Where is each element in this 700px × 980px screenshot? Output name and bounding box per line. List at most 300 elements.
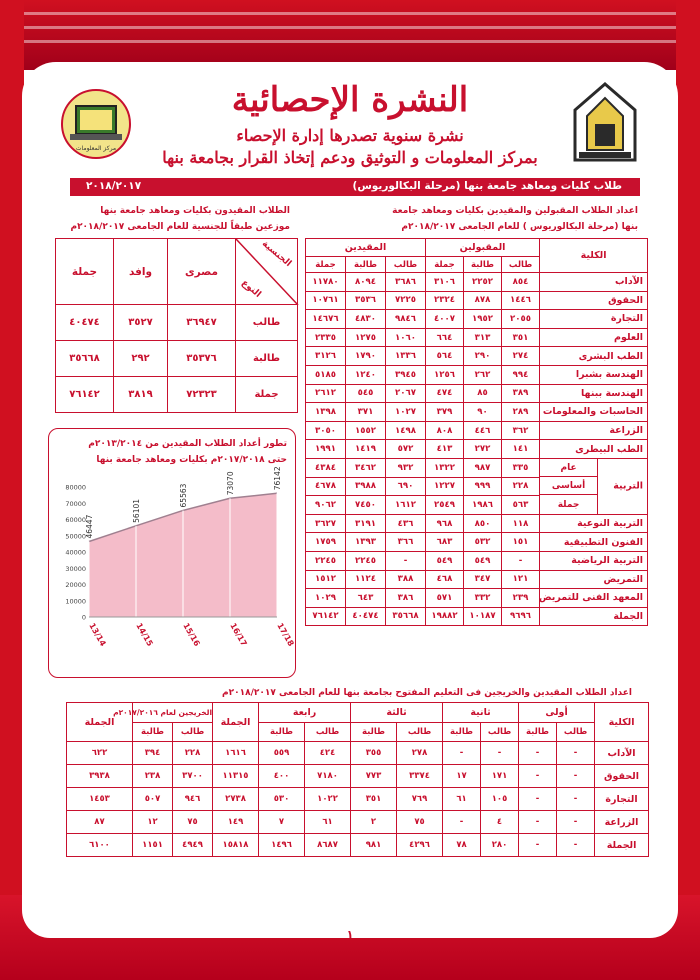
cell: - [502,551,540,570]
page-number: ١ [346,928,354,941]
cell: ٤٨٣٠ [346,310,386,329]
cell: ٩٦٩٦ [502,607,540,626]
cell: ٦٢٢ [67,742,133,765]
cell: ١٧ [443,765,481,788]
cell: ٤٠٠ [259,765,305,788]
cell: ٤٩٤٩ [173,834,213,857]
cell: ٣٦٩٤٧ [168,305,236,341]
cell: ٧٢٢٥ [386,291,426,310]
row-label: الآداب [540,273,648,292]
table-row [306,310,648,329]
cell: ١١٢٤ [346,570,386,589]
cell: ١١٧٨٠ [306,273,346,292]
cell: ٦٩٠ [386,477,426,496]
cell: ١٠٥ [481,788,519,811]
cell: ١٢١ [502,570,540,589]
data-label: 56101 [132,498,141,523]
cell: ٣٣٧٤ [397,765,443,788]
sub-female: طالبة [351,723,397,742]
sub-male: طالب [481,723,519,742]
left-border [0,0,24,980]
chart-box [48,428,296,678]
row-label: الحقوق [540,291,648,310]
table-row [306,291,648,310]
cell: ٤٠٤٧٤ [346,607,386,626]
row-label: الزراعة [595,811,649,834]
cell: ٢٦٢ [464,365,502,384]
cell: ١٩٨٨٢ [426,607,464,626]
cell: ٩٠ [464,403,502,422]
cell: ٧٦١٤٢ [306,607,346,626]
row-label: الجملة [595,834,649,857]
info-center-logo-icon [60,88,132,160]
cell: - [443,811,481,834]
cell: ٢٥٤٩ [426,496,464,515]
edu-sub-label: عام [540,459,597,477]
cell: ١٠٢٩ [306,589,346,608]
cell: ٣٨٦ [386,589,426,608]
cell: ٤ [481,811,519,834]
cell: - [519,834,557,857]
cell: ٤٣٦ [386,514,426,533]
x-tick-label: 13/14 [87,621,108,648]
cell: ٨٧ [67,811,133,834]
cell: - [557,765,595,788]
cell: ٢٢٤٥ [346,551,386,570]
y-tick-label: 0 [81,613,86,622]
col-fourth: رابعة [259,703,351,723]
cell: ٢٢٥٢ [464,273,502,292]
cell: ٢٠٥٥ [502,310,540,329]
cell: ١٠٢٧ [386,403,426,422]
top-border [0,0,700,70]
cell: ١٢٧٥ [346,328,386,347]
cell: ١٥٨١٨ [213,834,259,857]
table-row [67,834,649,857]
cell: ٧٧٣ [351,765,397,788]
cell: ٣٧٠٠ [173,765,213,788]
table-row [56,377,298,413]
header-line-2: بمركز المعلومات و التوثيق ودعم إتخاذ القرار بجامعة بنها [162,148,538,167]
cell: ٩٩٤ [502,365,540,384]
table-row [306,403,648,422]
cell: ١٢ [133,811,173,834]
cell: ٥٣٠ [259,788,305,811]
cell: ١٢٢٧ [426,477,464,496]
cell: ٥٤٥ [346,384,386,403]
col-grads-total: الجملة [67,703,133,742]
band-year: ٢٠١٨/٢٠١٧ [86,180,142,192]
chart-title-2: حتى ٢٠١٧/٢٠١٨م بكليات ومعاهد جامعة بنها [96,455,287,465]
table-row [56,305,298,341]
cell: ٣٩٣٨ [67,765,133,788]
cell: ٣٤٦٢ [346,458,386,477]
cell: ٤٣٨٤ [306,458,346,477]
data-label: 46447 [85,514,94,539]
cell: ٤١٣ [426,440,464,459]
sub-female: طالبة [346,257,386,273]
cell: ١٠٦٠ [386,328,426,347]
cell: - [519,742,557,765]
cell: ٣١٢٦ [306,347,346,366]
cell: ٨٥٤ [502,273,540,292]
cell: ٢٣٣٥ [306,328,346,347]
cell: ٨٥ [464,384,502,403]
cell: ٢٣٩ [502,589,540,608]
table-row [306,551,648,570]
cell: ٥٥٩ [259,742,305,765]
edu-sub-label: أساسى [540,477,597,495]
cell: - [481,742,519,765]
row-label: جملة [236,377,298,413]
table-row [67,765,649,788]
cell: ٥٧٢ [386,440,426,459]
cell: ٣٨٨ [386,570,426,589]
open-education-table [66,702,649,857]
cell: ٩٠٦٢ [306,496,346,515]
cell: ٣٦٢٧ [306,514,346,533]
x-tick-label: 17/18 [275,621,296,648]
table-row [306,273,648,292]
cell: ٧٤٥٠ [346,496,386,515]
cell: ٤٢٩٦ [397,834,443,857]
cell: ١٠٧٦١ [306,291,346,310]
cell: ٧٦١٤٢ [56,377,114,413]
cell: ٥١٨٥ [306,365,346,384]
y-tick-label: 40000 [65,548,86,557]
cell: ٤٦٨ [426,570,464,589]
cell: ٣٨٩ [502,384,540,403]
cell: ٢٧٣٨ [213,788,259,811]
table-row [67,811,649,834]
cell: ٣٤٧ [464,570,502,589]
y-tick-label: 80000 [65,483,86,492]
cell: ٢٧٨ [397,742,443,765]
cell: ٢٩٠ [464,347,502,366]
row-label: الطب البيطرى [540,440,648,459]
cell: ٣٨١٩ [114,377,168,413]
col-egyptian: مصرى [168,239,236,305]
cell: ٢٢٤٥ [306,551,346,570]
cell: ٣١٠٦ [426,273,464,292]
data-label: 65563 [179,483,188,508]
cell: ٥٠٧ [133,788,173,811]
col-college: الكلية [595,703,649,742]
table3-caption: اعداد الطلاب المقيدين والخريجين فى التعليم المفتوح بجامعة بنها للعام الجامعى ٢٠١٨/٢٠١٧م [222,688,632,698]
cell: ٩٩٩ [464,477,502,496]
table-row [306,328,648,347]
table-row [306,384,648,403]
x-tick-label: 16/17 [228,621,249,648]
table-row [67,742,649,765]
row-label: الفنون التطبيقية [540,533,648,552]
sub-female: طالبة [259,723,305,742]
col-first: أولى [519,703,595,723]
cell: ٧٦٩ [397,788,443,811]
cell: ٤٠٤٧٤ [56,305,114,341]
table-row [306,589,648,608]
cell: ٣٩٤ [133,742,173,765]
cell: ٢٩٢ [114,341,168,377]
sub-female: طالبة [519,723,557,742]
cell: ١٩٥٢ [464,310,502,329]
cell: ٣٥٢٧ [114,305,168,341]
cell: ١٥١٢ [306,570,346,589]
cell: ٧١٨٠ [305,765,351,788]
cell: ١٣٩٨ [306,403,346,422]
sub-male: طالب [386,257,426,273]
row-label: المعهد الفنى للتمريض [540,589,648,608]
cell: ٨٥٠ [464,514,502,533]
cell: ٥٦٣ [502,496,540,515]
row-label: الطب البشرى [540,347,648,366]
x-tick-label: 14/15 [134,621,155,648]
table2-caption-1: الطلاب المقيدون بكليات ومعاهد جامعة بنها [100,206,290,216]
col-admitted: المقبولين [426,239,540,257]
row-label: التربية الرياضية [540,551,648,570]
cell: ٦١ [305,811,351,834]
cell: ٦١ [443,788,481,811]
row-label: العلوم [540,328,648,347]
cell: ٢٦١٢ [306,384,346,403]
cell: ٣٩٨٨ [346,477,386,496]
cell: ١٧٥٩ [306,533,346,552]
y-tick-label: 60000 [65,516,86,524]
cell: ٢٧٢ [464,440,502,459]
cell: ٥٧١ [426,589,464,608]
sub-total: جملة [306,257,346,273]
table1-caption-2: بنها (مرحلة البكالوريوس ) للعام الجامعى ٢٠١٨/٢٠١٧م [401,222,638,232]
cell: ١٥٥٢ [346,421,386,440]
cell: ٨٦٨٧ [305,834,351,857]
row-label: الهندسة بشبرا [540,365,648,384]
cell: ١٤١ [502,440,540,459]
grads-sub-male: طالب [173,723,213,742]
grads-sub-female: طالبة [133,723,173,742]
cell: ٥٣٢ [464,533,502,552]
cell: ٣٥٦٦٨ [386,607,426,626]
cell: - [557,742,595,765]
benha-university-logo-icon [565,80,645,166]
row-label: التجارة [540,310,648,329]
table-row [306,570,648,589]
cell: ٣٣٥ [502,458,540,477]
table-row [306,533,648,552]
cell: ٣٦٢ [502,421,540,440]
cell: ٢٨٠ [481,834,519,857]
cell: ٥٤٩ [426,551,464,570]
cell: ١٤١٩ [346,440,386,459]
page-title: النشرة الإحصائية [231,80,469,120]
row-label: التمريض [540,570,648,589]
cell: ٤٠٠٧ [426,310,464,329]
sub-male: طالب [305,723,351,742]
cell: ٦٨٣ [426,533,464,552]
sub-male: طالب [557,723,595,742]
cell: ١٤٩٦ [259,834,305,857]
cell: ٣٥٥ [351,742,397,765]
cell: ١١٨ [502,514,540,533]
cell: ٥٦٤ [426,347,464,366]
row-label: التربية النوعية [540,514,648,533]
cell: ١٠٢٢ [305,788,351,811]
cell: ١٩٨٦ [464,496,502,515]
cell: ٣٥١ [502,328,540,347]
cell: ٤٢٤ [305,742,351,765]
corner-type: النوع [239,278,263,300]
sub-total: جملة [426,257,464,273]
row-label: طالب [236,305,298,341]
y-tick-label: 50000 [65,532,86,541]
cell: ١٧١ [481,765,519,788]
table-row [306,607,648,626]
enrollment-trend-chart [49,466,296,675]
cell: ١١٥١ [133,834,173,857]
cell: ٣٩٤٥ [386,365,426,384]
cell: ٣٠٥٠ [306,421,346,440]
cell: ٩٣٢ [386,458,426,477]
col-enrolled: المقيدين [306,239,426,257]
table2-caption-2: موزعين طبقاً للجنسية للعام الجامعى ٢٠١٨/٢٠١٧م [70,222,290,232]
cell: ١٢٤٠ [346,365,386,384]
table-row [306,440,648,459]
cell: ٩٨١ [351,834,397,857]
edu-group-label: التربية [613,480,644,492]
col-foreign: وافد [114,239,168,305]
cell: ٤٤٦ [464,421,502,440]
corner-nationality: الجنسية [259,238,294,270]
col-third: ثالثة [351,703,443,723]
table-row [306,514,648,533]
cell: ٥٤٩ [464,551,502,570]
edu-group-cell [540,458,648,514]
cell: ١٤٩ [213,811,259,834]
sub-female: طالبة [464,257,502,273]
cell: ٣٧١ [346,403,386,422]
table-row [306,347,648,366]
cell: ٣٥٣٦ [346,291,386,310]
cell: ١٤٩٨ [386,421,426,440]
y-tick-label: 10000 [65,597,86,606]
cell: ١٣٣٦ [386,347,426,366]
cell: ٨٧٨ [464,291,502,310]
cell: ١٤٥٣ [67,788,133,811]
cell: ٣٧٩ [426,403,464,422]
cell: ٢٣٢٤ [426,291,464,310]
cell: ١٠١٨٧ [464,607,502,626]
table-row [67,788,649,811]
admitted-enrolled-table [305,238,648,626]
cell: ٣٣٢ [464,589,502,608]
cell: ٧٨ [443,834,481,857]
table-row [306,421,648,440]
cell: ٢٧٤ [502,347,540,366]
cell: ٦١٠٠ [67,834,133,857]
col-total: الجملة [213,703,259,742]
corner-cell [236,239,298,305]
col-second: ثانية [443,703,519,723]
cell: ١٤٤٦ [502,291,540,310]
cell: - [519,788,557,811]
col-college: الكلية [540,239,648,273]
cell: ٢٨٩ [502,403,540,422]
cell: ٩٨٤٦ [386,310,426,329]
col-total: جملة [56,239,114,305]
edu-sub-label: جملة [557,499,580,510]
cell: - [557,788,595,811]
cell: - [519,811,557,834]
table1-caption-1: اعداد الطلاب المقبولين والمقيدين بكليات ومعاهد جامعة [392,206,638,216]
x-tick-label: 15/16 [181,621,202,648]
table-row [306,365,648,384]
cell: ٩٤٦ [173,788,213,811]
cell: - [557,811,595,834]
cell: - [557,834,595,857]
nationality-table [55,238,298,413]
cell: ١٩٩١ [306,440,346,459]
cell: ٧٥ [173,811,213,834]
chart-title-1: تطور أعداد الطلاب المقيدين من ٢٠١٣/٢٠١٤م [88,439,287,449]
cell: ٤٧٤ [426,384,464,403]
section-band [70,178,640,196]
y-tick-label: 70000 [65,499,86,508]
cell: ١١٣١٥ [213,765,259,788]
header-line-1: نشرة سنوية تصدرها إدارة الإحصاء [236,126,464,145]
cell: ١٤٦٧٦ [306,310,346,329]
cell: ٢٢٨ [173,742,213,765]
cell: ١٥١ [502,533,540,552]
table-row [56,341,298,377]
cell: ٣١٣ [464,328,502,347]
cell: - [386,551,426,570]
data-label: 73070 [226,471,235,496]
cell: ١٣٩٣ [346,533,386,552]
y-tick-label: 30000 [65,564,86,573]
col-grads: الخريجين لعام ٢٠١٧/٢٠١٦م [133,703,213,723]
sub-female: طالبة [443,723,481,742]
sub-male: طالب [397,723,443,742]
row-label: الآداب [595,742,649,765]
row-label: طالبة [236,341,298,377]
cell: ٢٣٨ [133,765,173,788]
cell: ٤٦٧٨ [306,477,346,496]
cell: ٣٥١ [351,788,397,811]
cell: - [519,765,557,788]
cell: ٩٨٧ [464,458,502,477]
cell: ٢٠٦٧ [386,384,426,403]
row-label: التجارة [595,788,649,811]
cell: ١٢٥٦ [426,365,464,384]
row-label: الحقوق [595,765,649,788]
cell: - [443,742,481,765]
right-border [676,0,700,980]
row-label: الزراعة [540,421,648,440]
cell: ٨٠٩٤ [346,273,386,292]
cell: ٣٦٨٦ [386,273,426,292]
cell: ١٧٩٠ [346,347,386,366]
cell: ٦٤٣ [346,589,386,608]
sub-male: طالب [502,257,540,273]
cell: ١٦١٦ [213,742,259,765]
cell: ٧٥ [397,811,443,834]
row-label: الحاسبات والمعلومات [540,403,648,422]
cell: ٢٢٨ [502,477,540,496]
table-row [306,458,648,477]
data-label: 76142 [273,466,282,491]
cell: ٢ [351,811,397,834]
cell: ١٦١٢ [386,496,426,515]
cell: ٦٦٤ [426,328,464,347]
